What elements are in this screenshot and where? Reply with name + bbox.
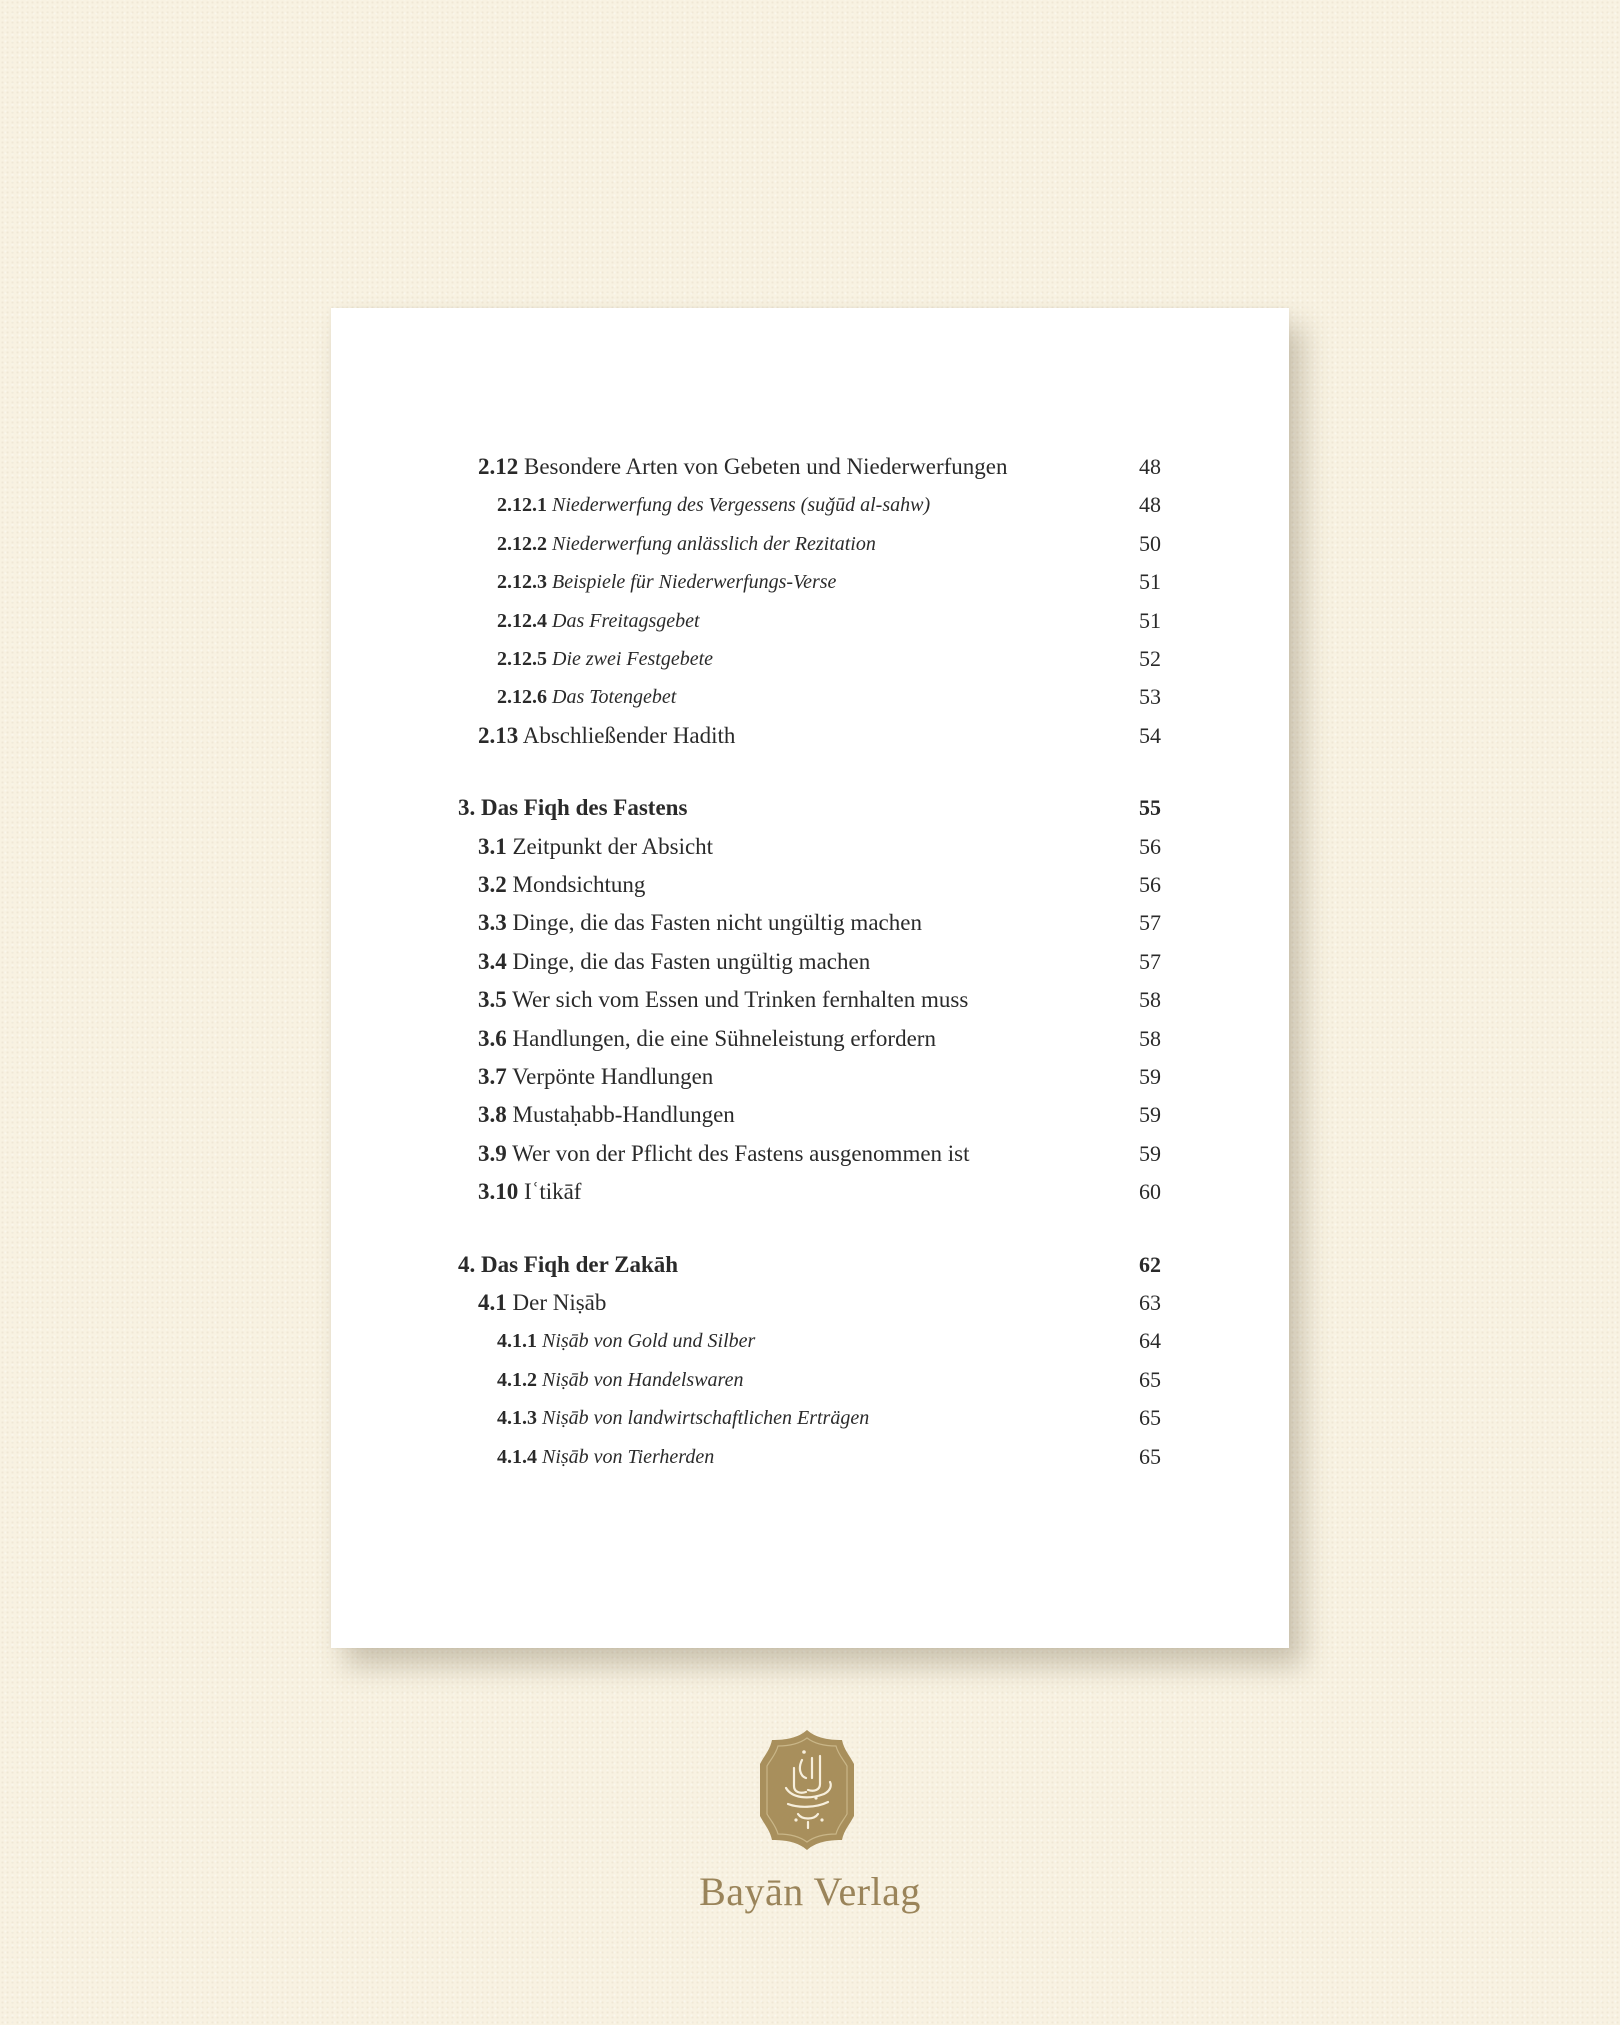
- toc-entry-title: Beispiele für Niederwerfungs-Verse: [552, 571, 837, 594]
- toc-entry: [497, 640, 713, 678]
- toc-entry-title: Dinge, die das Fasten ungültig machen: [512, 948, 871, 974]
- toc-entry-number: 3.9: [478, 1140, 507, 1166]
- toc-entry-number: 2.12.6: [497, 686, 547, 709]
- toc-page-number: 57: [1139, 948, 1161, 974]
- toc-page-number: 60: [1139, 1179, 1161, 1205]
- toc-entry-number: 4.1.3: [497, 1407, 537, 1430]
- toc-entry: [497, 1322, 755, 1360]
- toc-entry-title: Niṣāb von Tierherden: [542, 1445, 715, 1468]
- toc-entry: [478, 904, 922, 942]
- toc-entry-number: 3.4: [478, 948, 507, 974]
- toc-entry-title: Das Fiqh der Zakāh: [481, 1251, 679, 1277]
- toc-entry-number: 2.12.3: [497, 571, 547, 594]
- toc-entry-title: Zeitpunkt der Absicht: [512, 833, 714, 859]
- toc-page-number: 58: [1139, 987, 1161, 1013]
- toc-page-number: 50: [1139, 530, 1161, 556]
- toc-entry-number: 4.: [458, 1251, 476, 1277]
- toc-page-number: 56: [1139, 872, 1161, 897]
- toc-page-number: 59: [1139, 1140, 1161, 1166]
- toc-entry: [478, 1096, 735, 1134]
- publisher-name: Bayān Verlag: [699, 1869, 921, 1914]
- toc-page-number: 63: [1139, 1290, 1161, 1315]
- toc-page-number: 53: [1139, 684, 1161, 710]
- toc-entry-number: 2.12.5: [497, 648, 547, 670]
- toc-entry: [497, 602, 700, 640]
- arabic-calligraphy-emblem-icon: [758, 1728, 856, 1852]
- toc-page-number: 65: [1139, 1366, 1161, 1392]
- toc-entry-title: Niederwerfung des Vergessens (suǧūd al-sahw): [552, 494, 931, 517]
- toc-entry: [497, 1361, 743, 1399]
- toc-entry-number: 3.8: [478, 1102, 507, 1128]
- toc-entry: [478, 1135, 970, 1173]
- toc-entry-title: Wer von der Pflicht des Fastens ausgenommen ist: [512, 1140, 970, 1166]
- toc-entry-number: 3.7: [478, 1064, 507, 1089]
- toc-entry-number: 2.13: [478, 722, 519, 748]
- toc-entry-number: 2.12: [478, 454, 519, 479]
- toc-entry-title: Wer sich vom Essen und Trinken fernhalten muss: [512, 987, 969, 1013]
- toc-page-number: 52: [1139, 646, 1161, 671]
- toc-entry-number: 3.1: [478, 833, 507, 859]
- toc-entry-number: 3.6: [478, 1025, 507, 1051]
- toc-page-number: 65: [1139, 1443, 1161, 1469]
- toc-entry-number: 2.12.4: [497, 609, 547, 632]
- toc-entry: [497, 563, 836, 601]
- toc-entry: [497, 678, 676, 716]
- toc-page-number: 48: [1139, 454, 1161, 479]
- toc-entry-number: 4.1.4: [497, 1445, 537, 1468]
- toc-page-number: 51: [1139, 607, 1161, 633]
- toc-entry-title: Iʿtikāf: [524, 1179, 582, 1205]
- toc-entry-title: Das Totengebet: [552, 686, 677, 709]
- toc-entry: [478, 448, 1007, 486]
- toc-entry-title: Niṣāb von landwirtschaftlichen Erträgen: [542, 1407, 870, 1430]
- toc-entry-title: Handlungen, die eine Sühneleistung erfordern: [512, 1025, 936, 1051]
- toc-page-number: 54: [1139, 722, 1161, 748]
- toc-page-number: 48: [1139, 492, 1161, 518]
- toc-page-number: 58: [1139, 1025, 1161, 1051]
- toc-entry: [458, 1246, 678, 1284]
- toc-entry-title: Das Fiqh des Fastens: [481, 795, 688, 821]
- book-page: [331, 308, 1289, 1648]
- toc-page-number: 51: [1139, 569, 1161, 595]
- toc-entry: [458, 789, 687, 827]
- toc-entry-title: Abschließender Hadith: [522, 722, 736, 748]
- toc-entry-number: 3.10: [478, 1179, 519, 1205]
- toc-entry: [478, 981, 968, 1019]
- toc-entry: [478, 866, 645, 904]
- toc-page-number: 55: [1139, 795, 1161, 821]
- toc-entry: [497, 486, 930, 524]
- toc-entry-title: Niṣāb von Gold und Silber: [542, 1330, 756, 1353]
- toc-entry-number: 3.2: [478, 872, 507, 897]
- toc-page-number: 56: [1139, 833, 1161, 859]
- toc-entry-number: 4.1: [478, 1290, 507, 1315]
- toc-entry-title: Die zwei Festgebete: [552, 648, 714, 670]
- toc-entry-number: 3.3: [478, 910, 507, 936]
- toc-entry-title: Besondere Arten von Gebeten und Niederwerfungen: [524, 454, 1008, 479]
- toc-entry-title: Niederwerfung anlässlich der Rezitation: [552, 532, 876, 555]
- toc-entry-number: 2.12.1: [497, 494, 547, 517]
- toc-entry: [497, 1399, 869, 1437]
- toc-entry-title: Mustaḥabb-Handlungen: [512, 1102, 735, 1128]
- toc-entry: [497, 1438, 714, 1476]
- toc-entry: [478, 1284, 606, 1322]
- toc-entry-title: Verpönte Handlungen: [512, 1064, 714, 1089]
- toc-entry-title: Dinge, die das Fasten nicht ungültig machen: [512, 910, 922, 936]
- toc-entry-number: 3.5: [478, 987, 507, 1013]
- toc-entry: [478, 828, 713, 866]
- toc-entry: [478, 943, 870, 981]
- toc-entry-title: Das Freitagsgebet: [552, 609, 700, 632]
- toc-entry-title: Der Niṣāb: [512, 1290, 607, 1315]
- toc-entry-number: 3.: [458, 795, 476, 821]
- toc-entry-title: Mondsichtung: [512, 872, 646, 897]
- toc-page-number: 59: [1139, 1102, 1161, 1128]
- toc-entry: [478, 1173, 581, 1211]
- toc-entry: [497, 525, 876, 563]
- toc-page-number: 57: [1139, 910, 1161, 936]
- toc-page-number: 65: [1139, 1405, 1161, 1431]
- toc-entry-number: 4.1.1: [497, 1330, 537, 1353]
- toc-page-number: 62: [1139, 1251, 1161, 1277]
- toc-entry-number: 2.12.2: [497, 532, 547, 555]
- toc-entry: [478, 717, 735, 755]
- toc-entry: [478, 1058, 713, 1096]
- toc-entry-title: Niṣāb von Handelswaren: [542, 1368, 744, 1391]
- toc-entry: [478, 1020, 936, 1058]
- toc-page-number: 64: [1139, 1328, 1161, 1354]
- toc-page-number: 59: [1139, 1064, 1161, 1089]
- toc-entry-number: 4.1.2: [497, 1368, 537, 1391]
